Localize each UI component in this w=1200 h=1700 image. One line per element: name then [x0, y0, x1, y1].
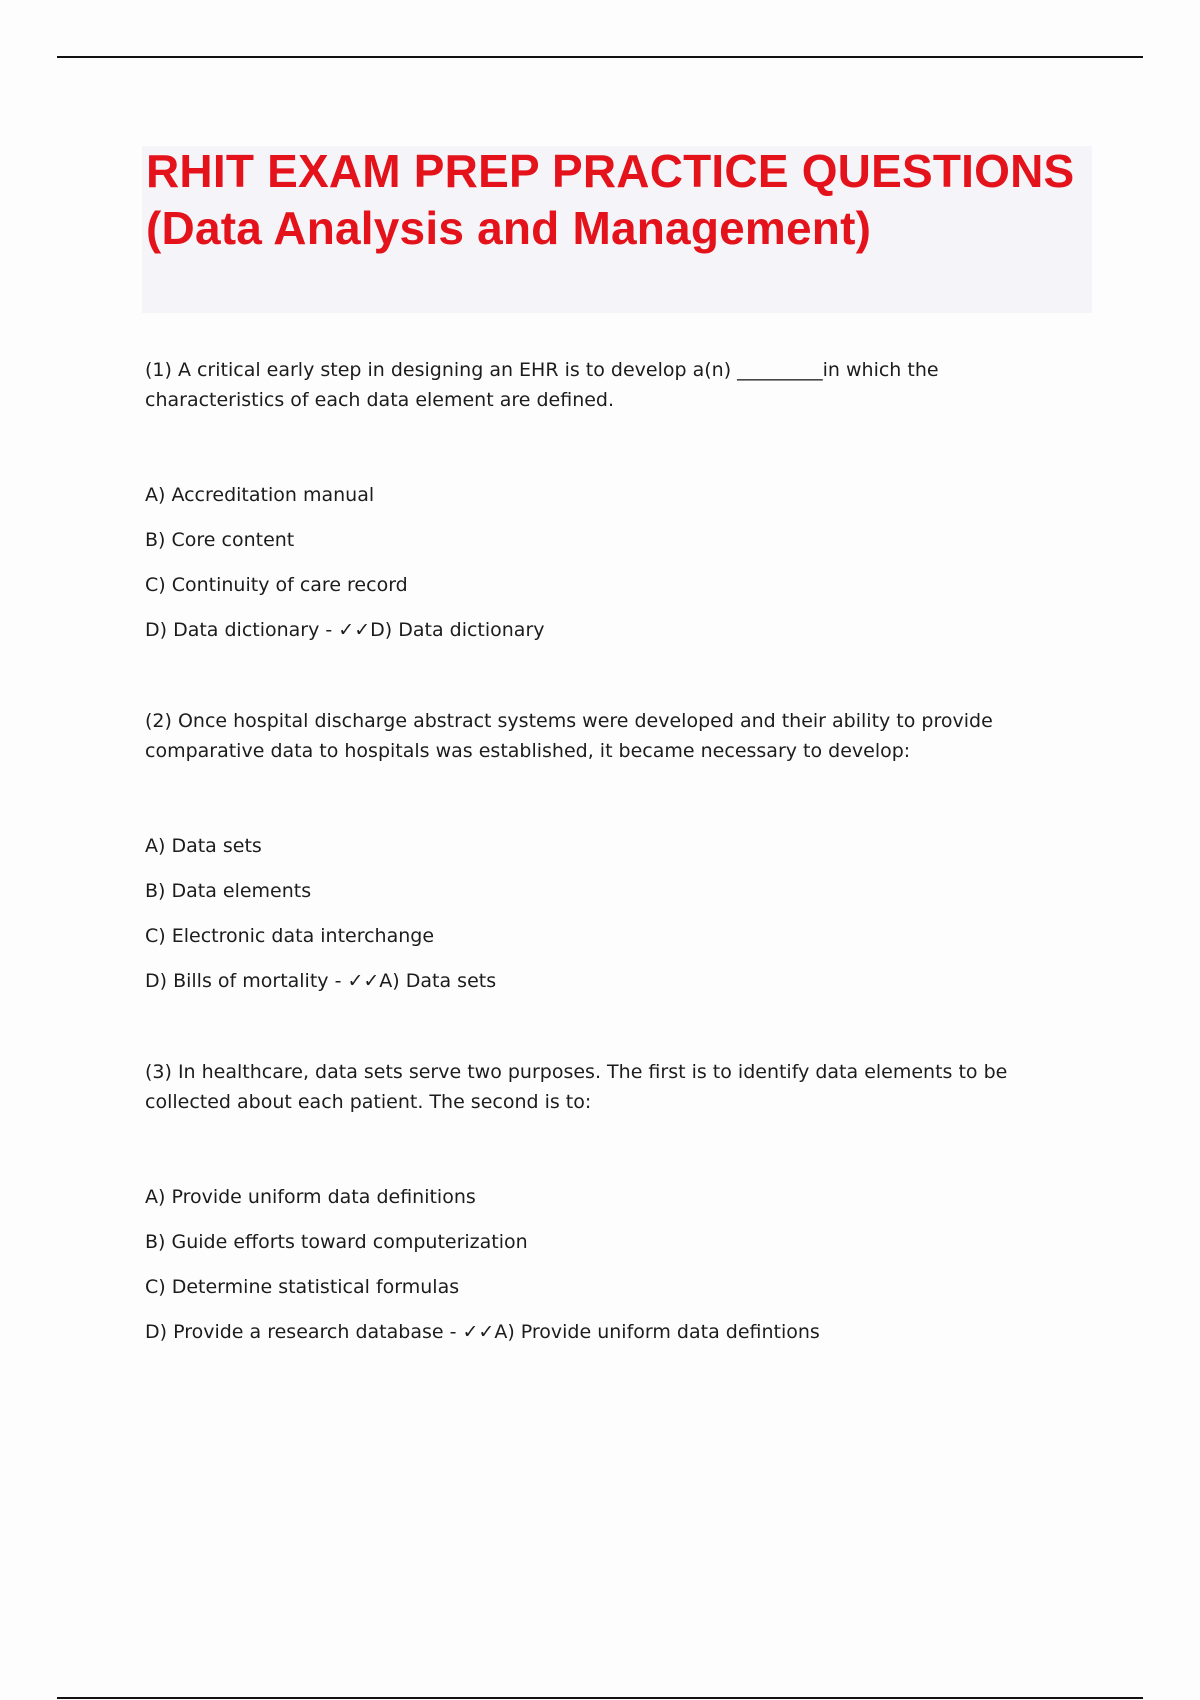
option-b: B) Core content: [145, 529, 295, 551]
option-d-with-answer: D) Bills of mortality - ✓✓A) Data sets: [145, 970, 497, 992]
options-list: [145, 1183, 1065, 1346]
option-b: B) Guide efforts toward computerization: [145, 1231, 528, 1253]
options-list: [145, 481, 1065, 644]
options-list: [145, 832, 1065, 995]
question-block-2: [145, 706, 1065, 995]
option-d-with-answer: D) Provide a research database - ✓✓A) Provide uniform data defintions: [145, 1321, 820, 1343]
top-rule: [57, 56, 1143, 58]
option-a: A) Accreditation manual: [145, 484, 375, 506]
question-text: (3) In healthcare, data sets serve two purposes. The first is to identify data elements to be collected about each patient. The second is to:: [145, 1061, 1008, 1113]
bottom-rule: [57, 1697, 1143, 1699]
questions-container: [145, 355, 1065, 1408]
option-c: C) Determine statistical formulas: [145, 1276, 460, 1298]
question-text: (2) Once hospital discharge abstract systems were developed and their ability to provide comparative data to hospitals was established, it became necessary to develop:: [145, 710, 993, 762]
document-title: RHIT EXAM PREP PRACTICE QUESTIONS (Data Analysis and Management): [146, 145, 1075, 254]
question-block-1: [145, 355, 1065, 644]
question-text: (1) A critical early step in designing an EHR is to develop a(n) _________in which the characteristics of each data element are defined.: [145, 359, 939, 411]
question-block-3: [145, 1057, 1065, 1346]
option-a: A) Provide uniform data definitions: [145, 1186, 476, 1208]
option-b: B) Data elements: [145, 880, 312, 902]
option-c: C) Continuity of care record: [145, 574, 408, 596]
option-a: A) Data sets: [145, 835, 262, 857]
option-d-with-answer: D) Data dictionary - ✓✓D) Data dictionary: [145, 619, 545, 641]
option-c: C) Electronic data interchange: [145, 925, 435, 947]
